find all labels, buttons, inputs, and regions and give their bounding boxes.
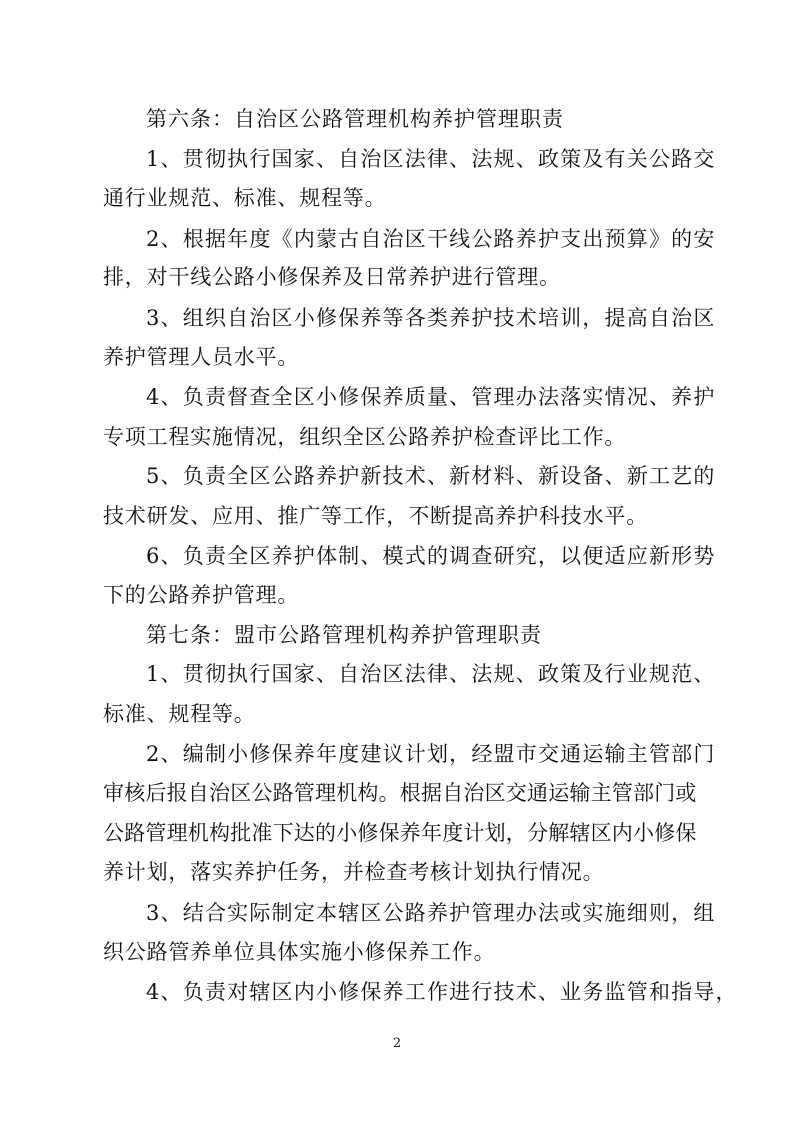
page-number: 2: [392, 1036, 402, 1051]
paragraph-line: 6、负责全区养护体制、模式的调查研究，以便适应新形势: [146, 544, 716, 568]
paragraph-line: 专项工程实施情况，组织全区公路养护检查评比工作。: [103, 425, 627, 449]
paragraph-line: 公路管理机构批准下达的小修保养年度计划，分解辖区内小修保: [103, 821, 697, 845]
paragraph-line: 下的公路养护管理。: [103, 583, 300, 607]
paragraph-line: 织公路管养单位具体实施小修保养工作。: [103, 940, 496, 964]
paragraph-line: 排，对干线公路小修保养及日常养护进行管理。: [103, 265, 561, 289]
paragraph-line: 养护管理人员水平。: [103, 345, 300, 369]
paragraph-line: 1、贯彻执行国家、自治区法律、法规、政策及有关公路交: [146, 147, 716, 171]
paragraph-line: 5、负责全区公路养护新技术、新材料、新设备、新工艺的: [146, 464, 716, 488]
paragraph-line: 养计划，落实养护任务，并检查考核计划执行情况。: [103, 860, 605, 884]
paragraph-line: 3、结合实际制定本辖区公路养护管理办法或实施细则，组: [146, 901, 716, 925]
paragraph-line: 通行业规范、标准、规程等。: [103, 186, 387, 210]
paragraph-line: 审核后报自治区公路管理机构。根据自治区交通运输主管部门或: [103, 781, 697, 805]
paragraph-line: 2、编制小修保养年度建议计划，经盟市交通运输主管部门: [146, 742, 716, 766]
paragraph-line: 2、根据年度《内蒙古自治区干线公路养护支出预算》的安: [146, 227, 716, 251]
article-6-heading: 第六条：自治区公路管理机构养护管理职责: [146, 107, 564, 131]
paragraph-line: 1、贯彻执行国家、自治区法律、法规、政策及行业规范、: [146, 662, 716, 686]
paragraph-line: 4、负责督查全区小修保养质量、管理办法落实情况、养护: [146, 385, 716, 409]
paragraph-line: 技术研发、应用、推广等工作，不断提高养护科技水平。: [103, 504, 648, 528]
paragraph-line: 标准、规程等。: [103, 702, 256, 726]
article-7-heading: 第七条：盟市公路管理机构养护管理职责: [146, 623, 542, 647]
paragraph-line: 3、组织自治区小修保养等各类养护技术培训，提高自治区: [146, 306, 716, 330]
paragraph-line: 4、负责对辖区内小修保养工作进行技术、业务监管和指导，: [146, 980, 738, 1004]
